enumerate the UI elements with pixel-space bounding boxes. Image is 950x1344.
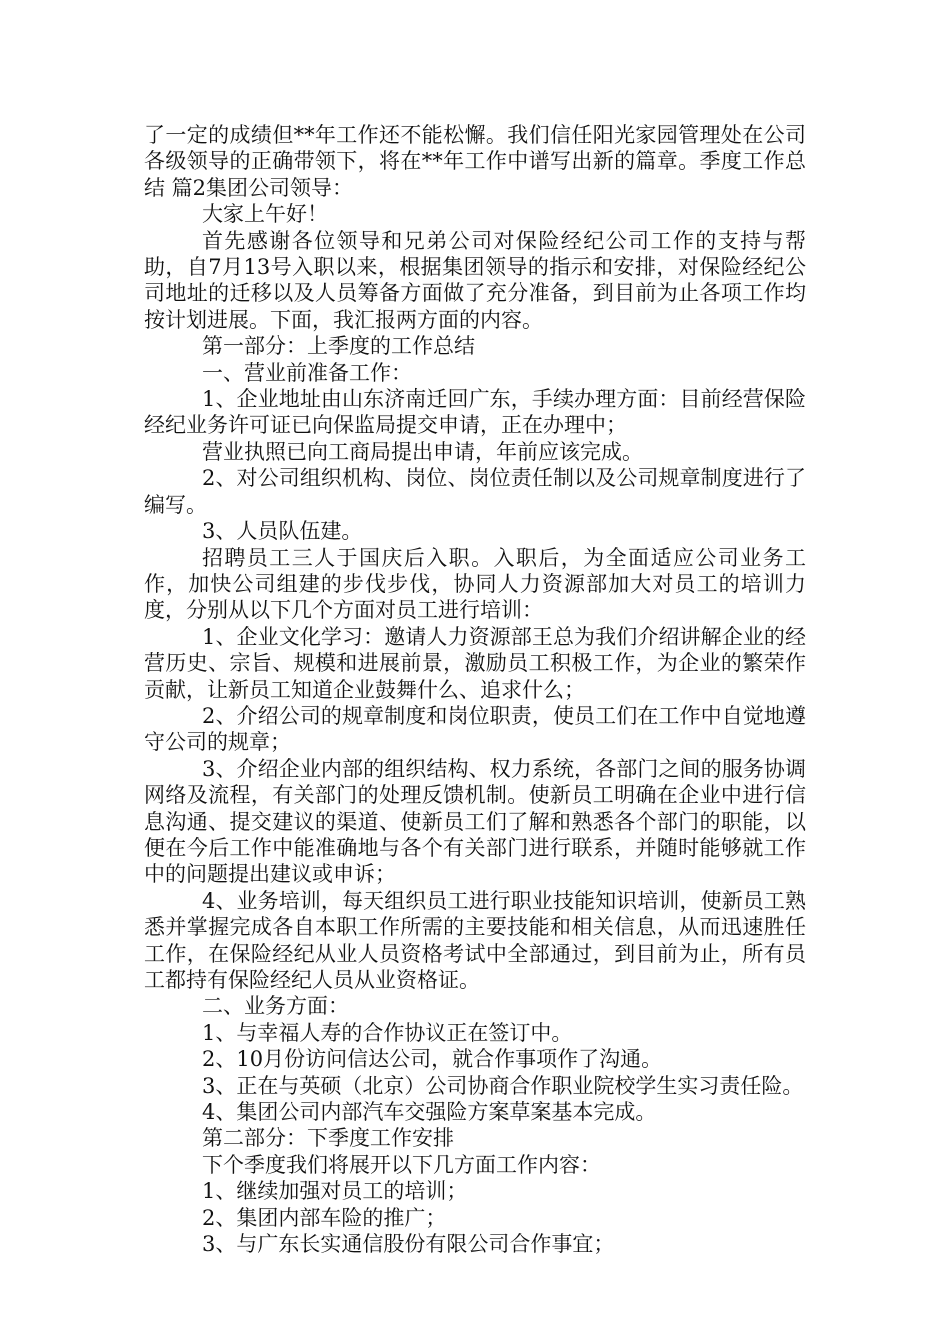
list-item: 1、企业地址由山东济南迁回广东，手续办理方面：目前经营保险经纪业务许可证已向保监局提交申请，正在办理中；	[144, 387, 806, 438]
paragraph: 营业执照已向工商局提出申请，年前应该完成。	[202, 439, 643, 464]
list-item: 2、集团内部车险的推广；	[202, 1205, 447, 1230]
list-item: 2、10月份访问信达公司，就合作事项作了沟通。	[202, 1047, 663, 1072]
section-heading: 第二部分：下季度工作安排	[202, 1126, 454, 1151]
list-item: 2、对公司组织机构、岗位、岗位责任制以及公司规章制度进行了编写。	[144, 466, 806, 517]
paragraph: 下个季度我们将展开以下几方面工作内容：	[202, 1152, 601, 1177]
section-heading: 第一部分：上季度的工作总结	[202, 334, 475, 359]
list-item: 2、介绍公司的规章制度和岗位职责，使员工们在工作中自觉地遵守公司的规章；	[144, 703, 806, 755]
list-item: 3、介绍企业内部的组织结构、权力系统，各部门之间的服务协调网络及流程，有关部门的处理反馈机制。使新员工明确在企业中进行信息沟通、提交建议的渠道、使新员工们了解和熟悉各个部门的职能，以便在今后工作中能准确地与各个有关部门进行联系，并随时能够就工作中的问题提出建议或申诉；	[144, 756, 806, 887]
list-item: 4、集团公司内部汽车交强险方案草案基本完成。	[202, 1100, 657, 1125]
list-item: 3、人员队伍建。	[202, 519, 363, 544]
document-body	[144, 122, 806, 1257]
subsection-heading: 二、业务方面：	[202, 994, 349, 1019]
list-item: 3、与广东长实通信股份有限公司合作事宜；	[202, 1232, 615, 1257]
paragraph: 大家上午好！	[202, 202, 328, 227]
list-item: 4、业务培训，每天组织员工进行职业技能知识培训，使新员工熟悉并掌握完成各自本职工作所需的主要技能和相关信息，从而迅速胜任工作，在保险经纪从业人员资格考试中全部通过，到目前为止，所有员工都持有保险经纪人员从业资格证。	[144, 888, 806, 992]
paragraph: 首先感谢各位领导和兄弟公司对保险经纪公司工作的支持与帮助，自7月13号入职以来，根据集团领导的指示和安排，对保险经纪公司地址的迁移以及人员筹备方面做了充分准备，到目前为止各项工作均按计划进展。下面，我汇报两方面的内容。	[144, 228, 806, 332]
list-item: 1、继续加强对员工的培训；	[202, 1179, 468, 1204]
paragraph: 招聘员工三人于国庆后入职。入职后，为全面适应公司业务工作，加快公司组建的步伐步伐，协同人力资源部加大对员工的培训力度，分别从以下几个方面对员工进行培训：	[144, 545, 806, 623]
list-item: 1、与幸福人寿的合作协议正在签订中。	[202, 1020, 573, 1045]
subsection-heading: 一、营业前准备工作：	[202, 360, 412, 385]
list-item: 3、正在与英硕（北京）公司协商合作职业院校学生实习责任险。	[202, 1073, 804, 1098]
list-item: 1、企业文化学习：邀请人力资源部王总为我们介绍讲解企业的经营历史、宗旨、规模和进展前景，激励员工积极工作，为企业的繁荣作贡献，让新员工知道企业鼓舞什么、追求什么；	[144, 624, 806, 702]
paragraph: 了一定的成绩但**年工作还不能松懈。我们信任阳光家园管理处在公司各级领导的正确带领下，将在**年工作中谱写出新的篇章。季度工作总结 篇2集团公司领导：	[144, 123, 806, 200]
